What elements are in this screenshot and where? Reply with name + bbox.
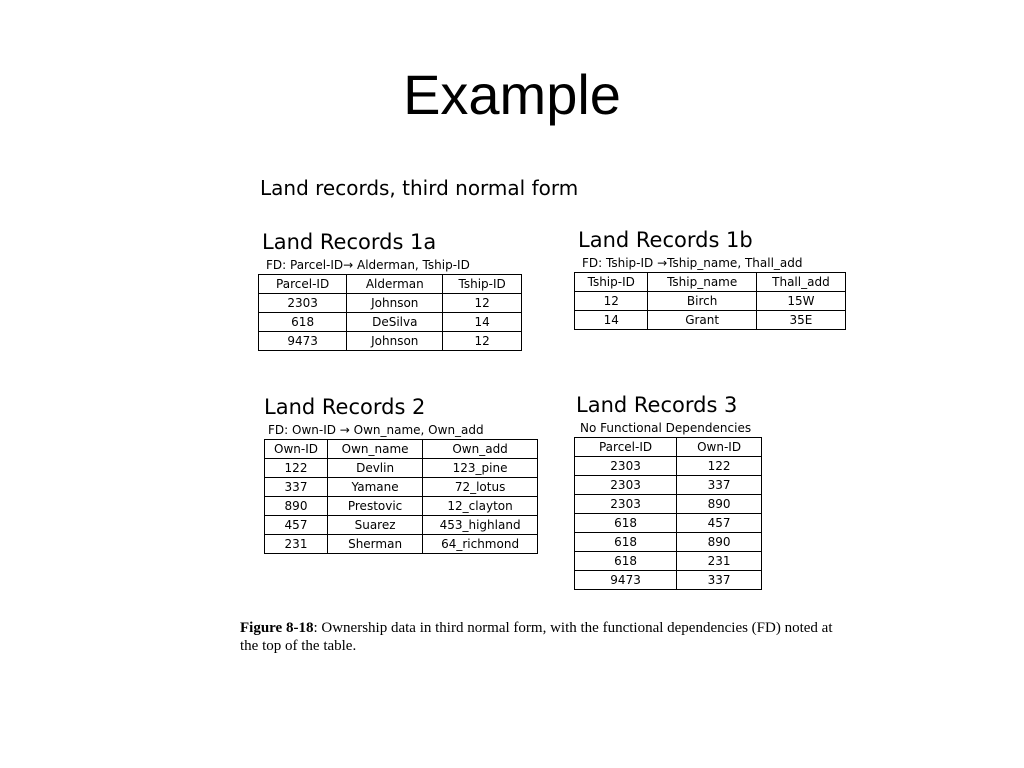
table-row	[259, 332, 522, 351]
records-table	[258, 274, 522, 351]
table-row	[265, 535, 538, 554]
table-cell: 890	[265, 497, 328, 516]
table-cell: 64_richmond	[423, 535, 538, 554]
column-header: Parcel-ID	[575, 438, 677, 457]
table-cell: 72_lotus	[423, 478, 538, 497]
table-cell: 14	[443, 313, 522, 332]
table-row	[575, 476, 762, 495]
table-cell: 2303	[575, 476, 677, 495]
table-cell: Devlin	[328, 459, 423, 478]
figure-caption	[240, 619, 840, 655]
table-cell: 890	[677, 495, 762, 514]
table-cell: Suarez	[328, 516, 423, 535]
column-header: Parcel-ID	[259, 275, 347, 294]
figure-label: Figure 8-18	[240, 620, 314, 636]
table-cell: 12	[443, 294, 522, 313]
table-cell: 618	[575, 514, 677, 533]
table-row	[575, 495, 762, 514]
table-cell: Birch	[648, 292, 756, 311]
land-records-2	[264, 394, 538, 554]
document-heading: Land records, third normal form	[260, 176, 579, 200]
table-cell: DeSilva	[347, 313, 443, 332]
table-cell: 35E	[756, 311, 845, 330]
table-title: Land Records 1a	[262, 230, 437, 254]
table-cell: Grant	[648, 311, 756, 330]
column-header: Thall_add	[756, 273, 845, 292]
table-row	[575, 533, 762, 552]
table-cell: 2303	[259, 294, 347, 313]
table-row	[265, 516, 538, 535]
table-cell: 231	[265, 535, 328, 554]
table-row	[575, 457, 762, 476]
table-row	[265, 478, 538, 497]
table-cell: 123_pine	[423, 459, 538, 478]
table-cell: 14	[575, 311, 648, 330]
table-cell: Johnson	[347, 332, 443, 351]
table-row	[575, 514, 762, 533]
header-row	[259, 275, 522, 294]
table-cell: 2303	[575, 457, 677, 476]
table-row	[575, 552, 762, 571]
table-cell: 337	[265, 478, 328, 497]
table-cell: 12	[575, 292, 648, 311]
table-row	[265, 497, 538, 516]
header-row	[575, 273, 846, 292]
table-title: Land Records 3	[576, 393, 738, 417]
functional-dependency: No Functional Dependencies	[580, 421, 752, 435]
table-cell: 122	[265, 459, 328, 478]
column-header: Own_name	[328, 440, 423, 459]
records-table	[574, 437, 762, 590]
table-cell: Sherman	[328, 535, 423, 554]
column-header: Own-ID	[265, 440, 328, 459]
table-cell: 618	[575, 552, 677, 571]
table-cell: 231	[677, 552, 762, 571]
land-records-3	[576, 392, 762, 590]
functional-dependency: FD: Tship-ID →Tship_name, Thall_add	[582, 256, 803, 270]
table-cell: Prestovic	[328, 497, 423, 516]
column-header: Tship_name	[648, 273, 756, 292]
column-header: Own-ID	[677, 438, 762, 457]
table-row	[575, 292, 846, 311]
table-title: Land Records 1b	[578, 228, 753, 252]
column-header: Own_add	[423, 440, 538, 459]
column-header: Alderman	[347, 275, 443, 294]
table-cell: 12_clayton	[423, 497, 538, 516]
table-cell: 15W	[756, 292, 845, 311]
table-cell: 9473	[259, 332, 347, 351]
table-cell: 2303	[575, 495, 677, 514]
table-cell: 122	[677, 457, 762, 476]
column-header: Tship-ID	[575, 273, 648, 292]
table-row	[259, 313, 522, 332]
table-cell: 457	[265, 516, 328, 535]
functional-dependency: FD: Own-ID → Own_name, Own_add	[268, 423, 484, 437]
header-row	[575, 438, 762, 457]
header-row	[265, 440, 538, 459]
records-table	[264, 439, 538, 554]
table-cell: Johnson	[347, 294, 443, 313]
figure-caption-text: : Ownership data in third normal form, with the functional dependencies (FD) noted at the top of the table.	[240, 620, 833, 654]
table-cell: 12	[443, 332, 522, 351]
table-cell: 457	[677, 514, 762, 533]
table-row	[259, 294, 522, 313]
table-title: Land Records 2	[264, 395, 426, 419]
table-cell: 453_highland	[423, 516, 538, 535]
land-records-1a	[262, 229, 522, 351]
slide-title: Example	[403, 63, 621, 126]
table-cell: 618	[259, 313, 347, 332]
records-table	[574, 272, 846, 330]
table-cell: 618	[575, 533, 677, 552]
functional-dependency: FD: Parcel-ID→ Alderman, Tship-ID	[266, 258, 470, 272]
table-cell: Yamane	[328, 478, 423, 497]
land-records-1b	[578, 227, 846, 330]
table-row	[575, 311, 846, 330]
table-cell: 9473	[575, 571, 677, 590]
table-row	[575, 571, 762, 590]
table-row	[265, 459, 538, 478]
table-cell: 890	[677, 533, 762, 552]
table-cell: 337	[677, 476, 762, 495]
column-header: Tship-ID	[443, 275, 522, 294]
table-cell: 337	[677, 571, 762, 590]
